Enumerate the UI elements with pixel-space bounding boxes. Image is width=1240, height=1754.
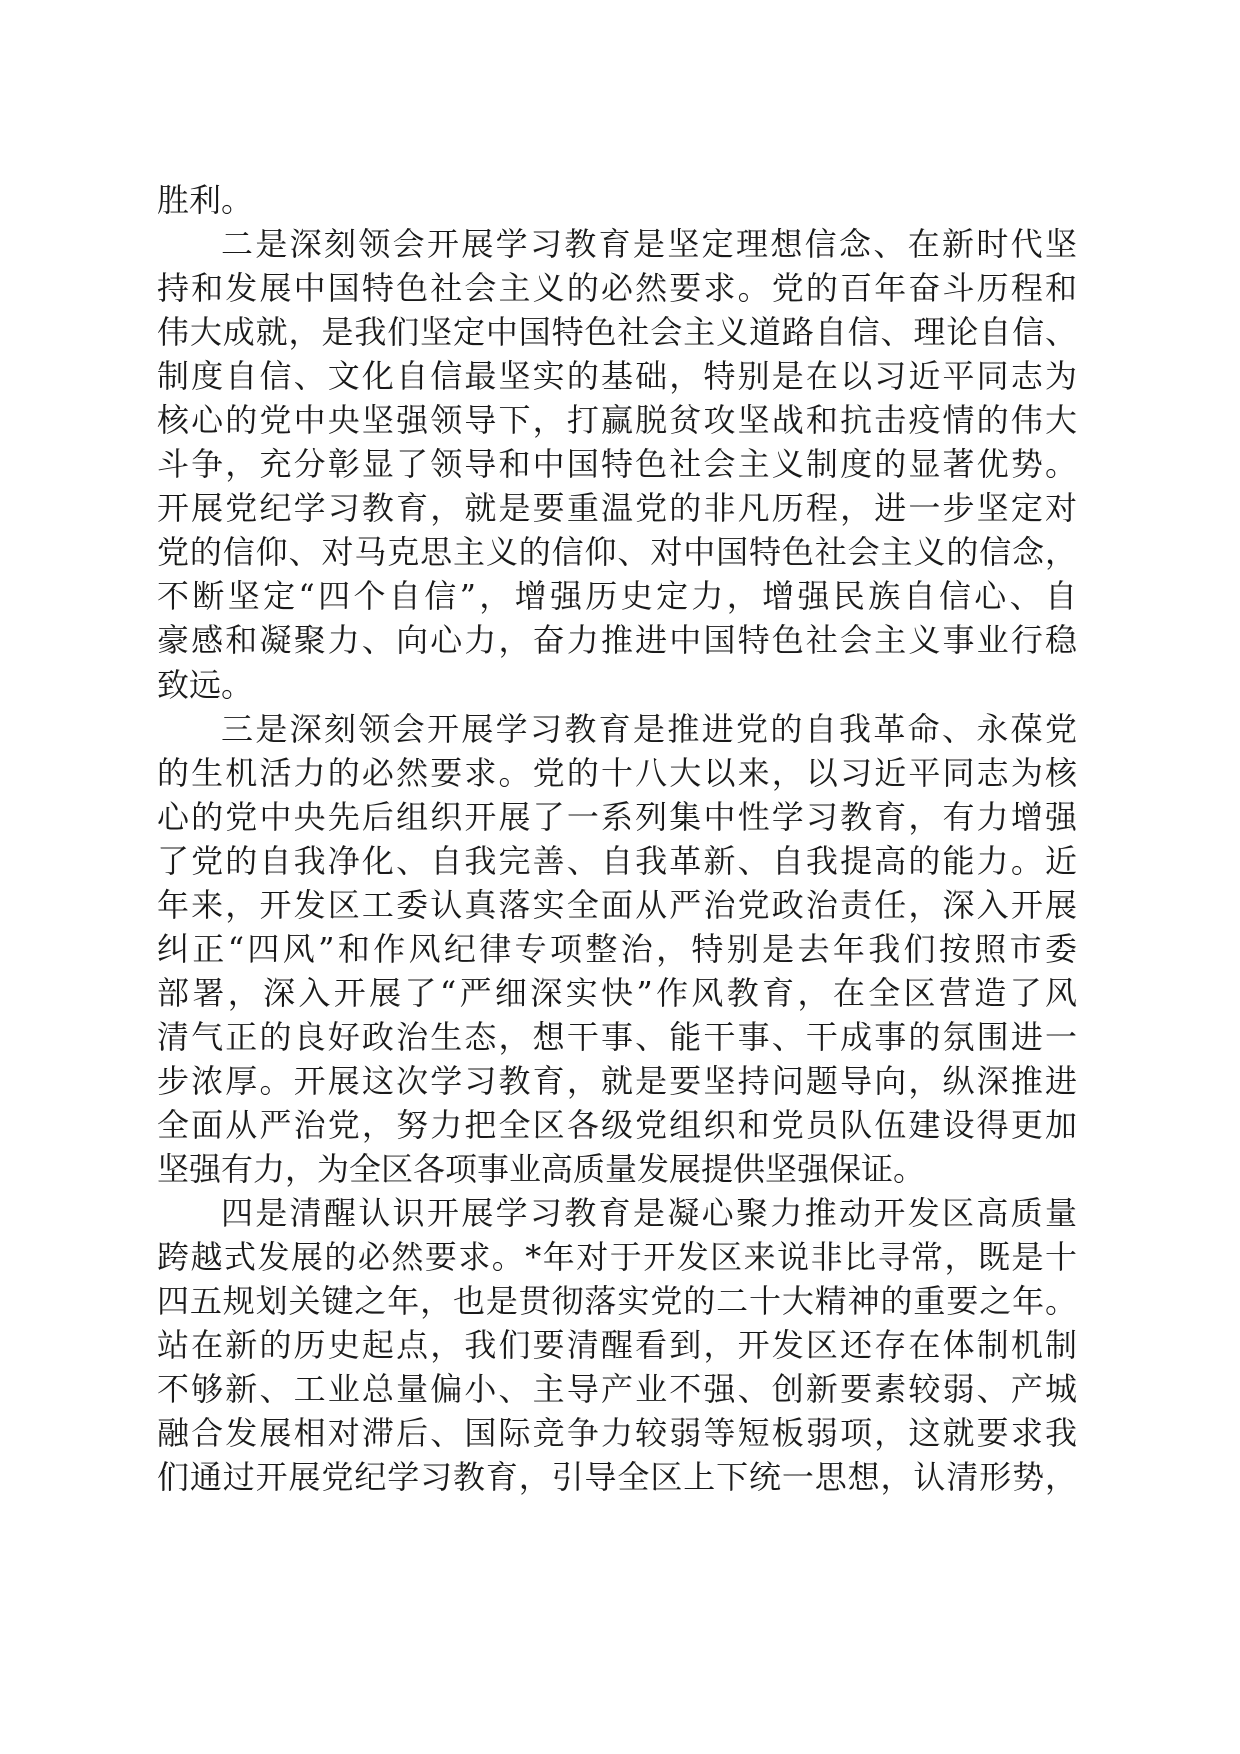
text-line: 们通过开展党纪学习教育，引导全区上下统一思想，认清形势， (157, 1458, 1077, 1497)
paragraph-first-line: 二是深刻领会开展学习教育是坚定理想信念、在新时代坚 (221, 225, 1077, 264)
text-line: 跨越式发展的必然要求。*年对于开发区来说非比寻常，既是十 (157, 1238, 1077, 1277)
text-line: 全面从严治党，努力把全区各级党组织和党员队伍建设得更加 (157, 1105, 1077, 1144)
text-line: 纠正“四风”和作风纪律专项整治，特别是去年我们按照市委 (157, 929, 1077, 968)
text-line: 部署，深入开展了“严细深实快”作风教育，在全区营造了风 (157, 973, 1077, 1012)
text-line: 心的党中央先后组织开展了一系列集中性学习教育，有力增强 (157, 797, 1077, 836)
text-line: 年来，开发区工委认真落实全面从严治党政治责任，深入开展 (157, 885, 1077, 924)
text-line: 豪感和凝聚力、向心力，奋力推进中国特色社会主义事业行稳 (157, 621, 1077, 660)
text-line: 党的信仰、对马克思主义的信仰、对中国特色社会主义的信念， (157, 533, 1077, 572)
text-line: 持和发展中国特色社会主义的必然要求。党的百年奋斗历程和 (157, 269, 1077, 308)
body-text (157, 178, 1077, 1499)
text-line: 致远。 (157, 665, 254, 704)
text-line: 伟大成就，是我们坚定中国特色社会主义道路自信、理论自信、 (157, 313, 1077, 352)
text-line: 不够新、工业总量偏小、主导产业不强、创新要素较弱、产城 (157, 1370, 1077, 1409)
text-line: 开展党纪学习教育，就是要重温党的非凡历程，进一步坚定对 (157, 489, 1077, 528)
text-line: 坚强有力，为全区各项事业高质量发展提供坚强保证。 (157, 1150, 926, 1189)
text-line: 步浓厚。开展这次学习教育，就是要坚持问题导向，纵深推进 (157, 1061, 1077, 1100)
paragraph-first-line: 三是深刻领会开展学习教育是推进党的自我革命、永葆党 (221, 709, 1077, 748)
text-line: 核心的党中央坚强领导下，打赢脱贫攻坚战和抗击疫情的伟大 (157, 401, 1077, 440)
text-line: 不断坚定“四个自信”，增强历史定力，增强民族自信心、自 (157, 577, 1077, 616)
text-line: 融合发展相对滞后、国际竞争力较弱等短板弱项，这就要求我 (157, 1414, 1077, 1453)
text-line: 了党的自我净化、自我完善、自我革新、自我提高的能力。近 (157, 841, 1077, 880)
text-line: 的生机活力的必然要求。党的十八大以来，以习近平同志为核 (157, 753, 1077, 792)
text-line: 清气正的良好政治生态，想干事、能干事、干成事的氛围进一 (157, 1017, 1077, 1056)
text-line: 斗争，充分彰显了领导和中国特色社会主义制度的显著优势。 (157, 445, 1077, 484)
text-line: 胜利。 (157, 181, 254, 219)
paragraph-first-line: 四是清醒认识开展学习教育是凝心聚力推动开发区高质量 (221, 1194, 1077, 1233)
text-line: 四五规划关键之年，也是贯彻落实党的二十大精神的重要之年。 (157, 1282, 1077, 1321)
text-line: 制度自信、文化自信最坚实的基础，特别是在以习近平同志为 (157, 357, 1077, 396)
text-line: 站在新的历史起点，我们要清醒看到，开发区还存在体制机制 (157, 1326, 1077, 1365)
